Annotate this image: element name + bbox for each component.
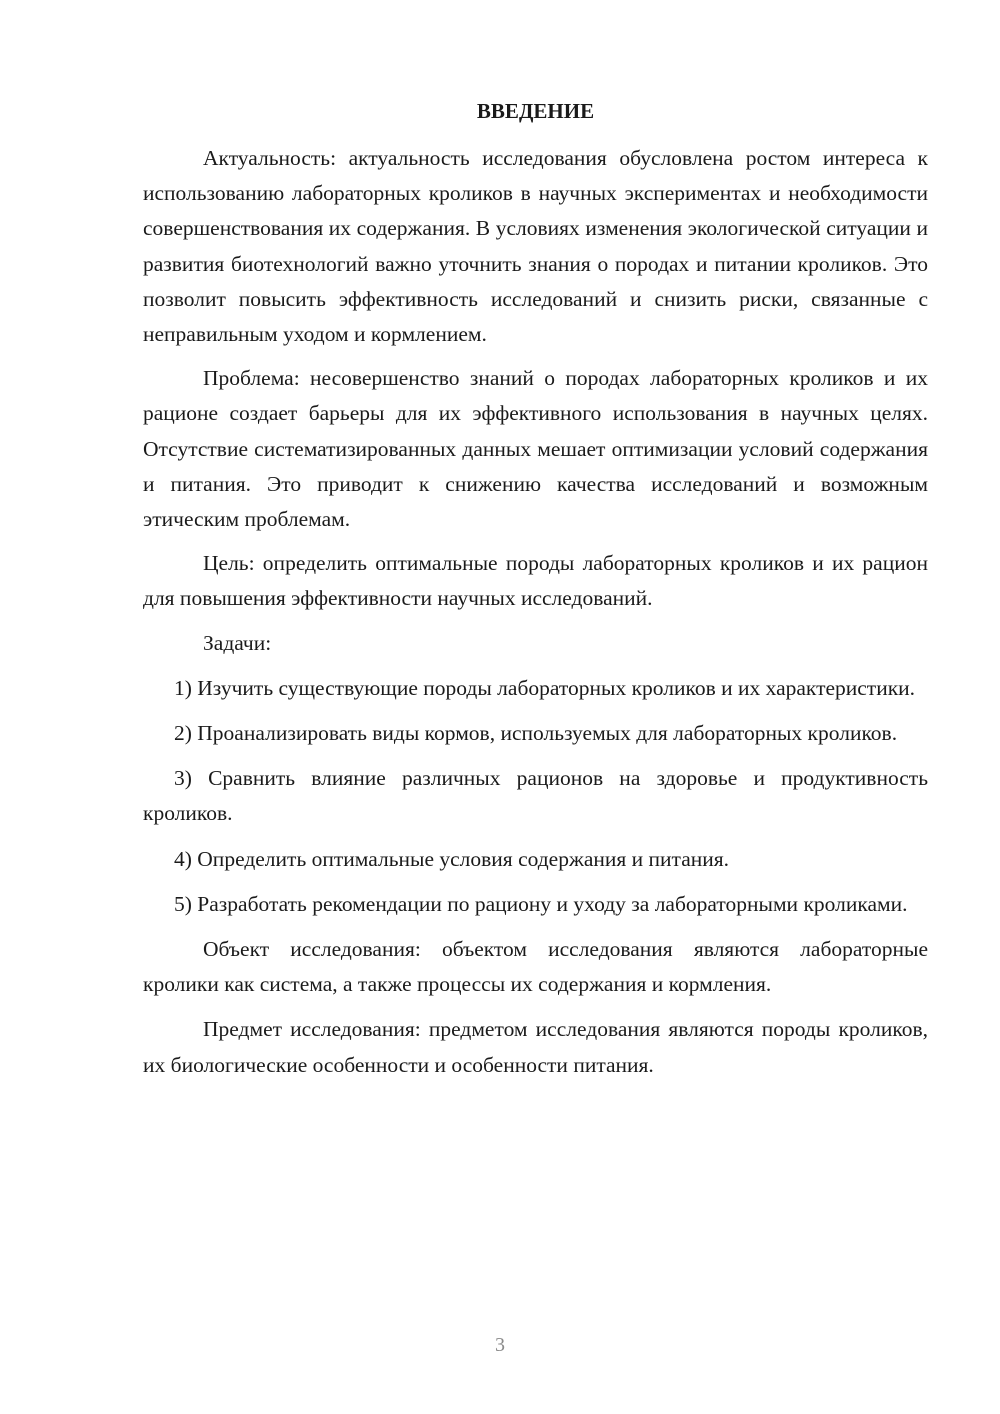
document-page: [143, 94, 928, 1083]
tasks-heading: Задачи:: [203, 630, 272, 655]
task-item-4: 4) Определить оптимальные условия содержания и питания.: [174, 846, 730, 871]
task-item-2: 2) Проанализировать виды кормов, используемых для лабораторных кроликов.: [174, 721, 898, 746]
relevance-paragraph: Актуальность: актуальность исследования обусловлена ростом интереса к использованию лабораторных кроликов в научных экспериментах и необходимости совершенствования их содержания. В условиях изменения экологической ситуации и развития биотехнологий важно уточнить знания о породах и питании кроликов. Это позволит повысить эффективность исследований и снизить риски, связанные с неправильным уходом и кормлением.: [143, 146, 928, 347]
subject-paragraph: Предмет исследования: предметом исследования являются породы кроликов, их биологические особенности и особенности питания.: [143, 1017, 928, 1077]
page-title: ВВЕДЕНИЕ: [476, 99, 595, 123]
task-item-3: 3) Сравнить влияние различных рационов на здоровье и продуктивность кроликов.: [143, 766, 928, 826]
problem-paragraph: Проблема: несовершенство знаний о породах лабораторных кроликов и их рационе создает барьеры для их эффективного использования в научных целях. Отсутствие систематизированных данных мешает оптимизации условий содержания и питания. Это приводит к снижению качества исследований и возможным этическим проблемам.: [143, 366, 928, 532]
page-number: 3: [495, 1334, 505, 1356]
goal-paragraph: Цель: определить оптимальные породы лабораторных кроликов и их рацион для повышения эффективности научных исследований.: [143, 551, 928, 611]
task-item-5: 5) Разработать рекомендации по рациону и уходу за лабораторными кроликами.: [174, 891, 908, 916]
task-item-1: 1) Изучить существующие породы лабораторных кроликов и их характеристики.: [174, 675, 916, 700]
object-paragraph: Объект исследования: объектом исследования являются лабораторные кролики как система, а также процессы их содержания и кормления.: [143, 937, 928, 997]
